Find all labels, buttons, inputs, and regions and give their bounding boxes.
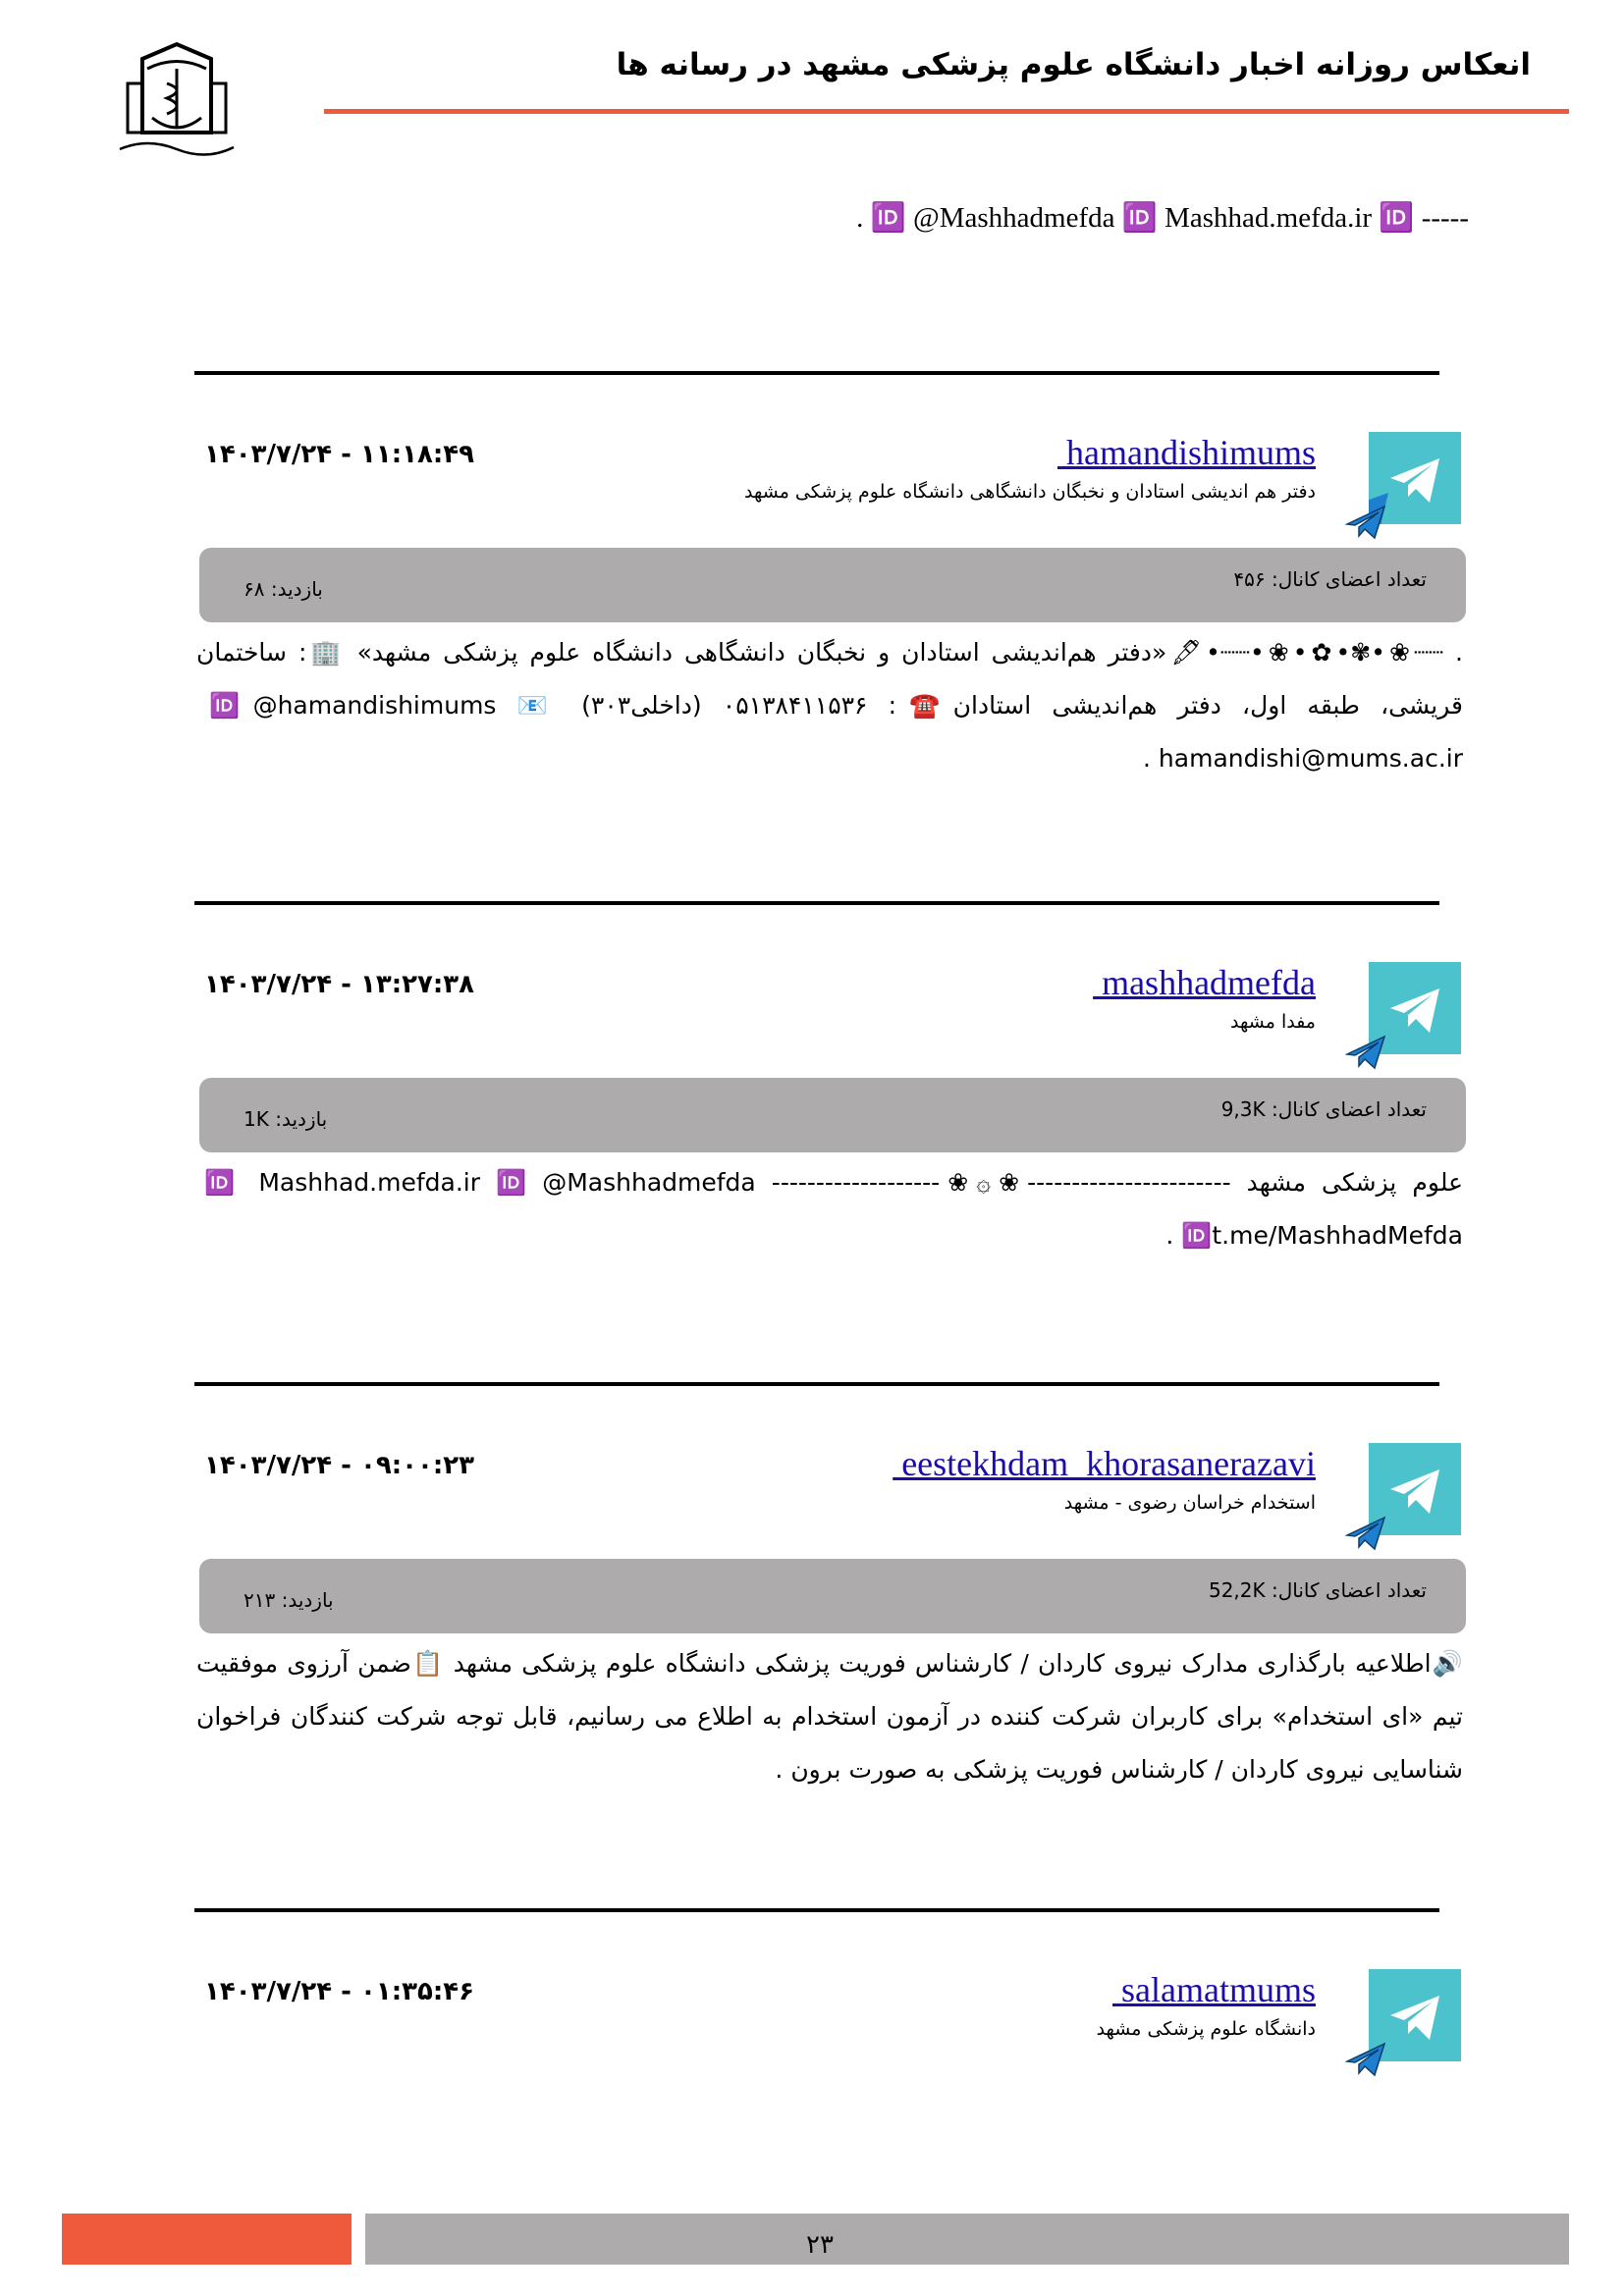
channel-description: استخدام خراسان رضوی - مشهد	[1063, 1492, 1316, 1514]
paper-plane-icon	[1345, 1035, 1386, 1070]
post-separator	[194, 901, 1439, 905]
channel-link[interactable]: salamatmums	[1112, 1970, 1316, 2009]
post-datetime: ۱۱:۱۸:۴۹ - ۱۴۰۳/۷/۲۴	[204, 440, 474, 469]
channel-link[interactable]: eestekhdam_khorasanerazavi	[893, 1444, 1316, 1483]
post-header	[194, 432, 1461, 540]
view-count: بازدید: ۶۸	[244, 577, 323, 601]
member-count: تعداد اعضای کانال: 9,3K	[1220, 1097, 1427, 1121]
post-datetime: ۰۱:۳۵:۴۶ - ۱۴۰۳/۷/۲۴	[204, 1977, 474, 2006]
post-datetime: ۰۹:۰۰:۲۳ - ۱۴۰۳/۷/۲۴	[204, 1451, 474, 1480]
post-stats	[199, 1559, 1466, 1633]
post-datetime: ۱۳:۲۷:۳۸ - ۱۴۰۳/۷/۲۴	[204, 970, 474, 999]
header-rule	[324, 109, 1569, 114]
post-header	[194, 1969, 1461, 2077]
intro-text: ----- 🆔 @Mashhadmefda 🆔 Mashhad.mefda.ir 🆔 .	[856, 202, 1469, 234]
page-number: ۲۳	[806, 2230, 834, 2260]
footer-gray-bar	[365, 2214, 1569, 2265]
post-separator	[194, 1382, 1439, 1386]
view-count: بازدید: 1K	[244, 1107, 328, 1131]
paper-plane-icon	[1345, 505, 1386, 540]
post-body: علوم پزشکی مشهد -----------------------❀۞❀------------------- 🆔 Mashhad.mefda.ir 🆔 @Mashhadmefda 🆔t.me/MashhadMefda .	[196, 1168, 1464, 1250]
channel-description: دفتر هم اندیشی استادان و نخبگان دانشگاهی دانشگاه علوم پزشکی مشهد	[744, 481, 1316, 503]
channel-link[interactable]: hamandishimums	[1057, 433, 1316, 472]
view-count: بازدید: ۲۱۳	[244, 1588, 334, 1612]
post-body: . ┈┈❀•✾•✿•❀•┈┈•🖋«دفتر هم‌اندیشی استادان و نخبگان دانشگاهی دانشگاه علوم پزشکی مشهد» 🏢: ساختمان قریشی، طبقه اول، دفتر هم‌اندیشی استادان☎️: ۰۵۱۳۸۴۱۱۵۳۶ (داخلی۳۰۳) 🆔@hamandishimums 📧 hamandishi@mums.ac.ir .	[196, 638, 1464, 773]
page-title: انعکاس روزانه اخبار دانشگاه علوم پزشکی مشهد در رسانه ها	[616, 47, 1531, 82]
post-header	[194, 1443, 1461, 1551]
university-logo	[108, 39, 245, 167]
channel-link[interactable]: mashhadmefda	[1093, 963, 1316, 1002]
post-separator	[194, 371, 1439, 375]
post-header	[194, 962, 1461, 1070]
post-body: 🔊اطلاعیه بارگذاری مدارک نیروی کاردان / کارشناس فوریت پزشکی دانشگاه علوم پزشکی مشهد 📋ضمن آرزوی موفقیت تیم «ای استخدام» برای کاربران شرکت کننده در آزمون استخدام به اطلاع می رسانیم، قابل توجه شرکت کنندگان فراخوان شناسایی نیروی کاردان / کارشناس فوریت پزشکی به صورت برون .	[196, 1649, 1463, 1784]
channel-description: دانشگاه علوم پزشکی مشهد	[1096, 2018, 1316, 2040]
member-count: تعداد اعضای کانال: 52,2K	[1208, 1578, 1427, 1602]
footer-accent-bar	[62, 2214, 352, 2265]
channel-description: مفدا مشهد	[1230, 1011, 1316, 1033]
post-stats	[199, 1078, 1466, 1152]
paper-plane-icon	[1345, 1516, 1386, 1551]
post-separator	[194, 1908, 1439, 1912]
member-count: تعداد اعضای کانال: ۴۵۶	[1233, 567, 1427, 591]
post-stats	[199, 548, 1466, 622]
paper-plane-icon	[1345, 2042, 1386, 2077]
